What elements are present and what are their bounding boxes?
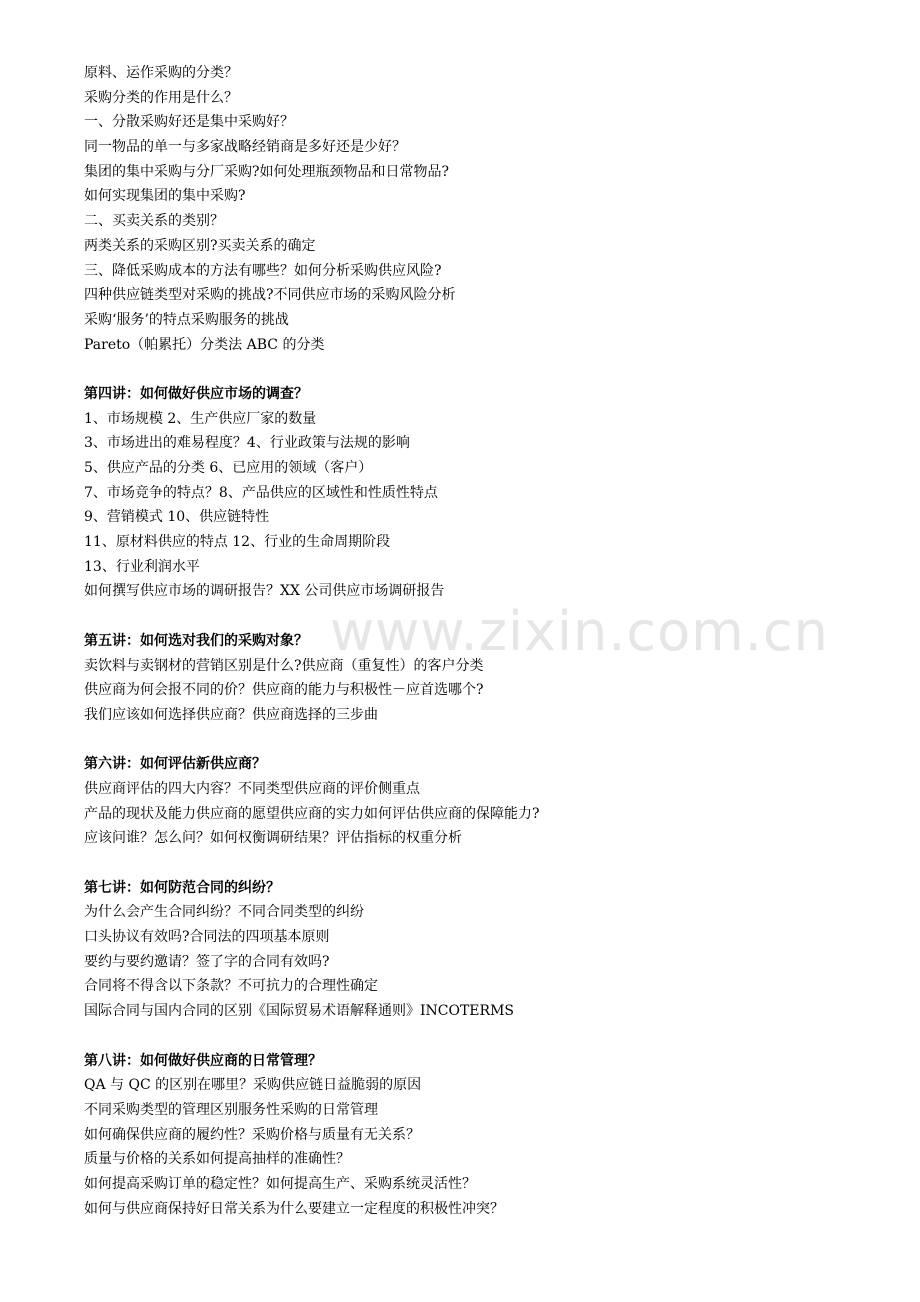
section-heading: 第五讲：如何选对我们的采购对象？ [84,632,308,649]
text-line: 9、营销模式 10、供应链特性 [84,509,270,526]
text-line: 卖饮料与卖钢材的营销区别是什么?供应商（重复性）的客户分类 [84,657,484,674]
text-line: 采购‘服务’的特点采购服务的挑战 [84,311,289,328]
text-line: 如何撰写供应市场的调研报告？XX 公司供应市场调研报告 [84,583,445,600]
text-line: 应该问谁？怎么问？如何权衡调研结果？评估指标的权重分析 [84,830,462,847]
text-line: 7、市场竞争的特点？8、产品供应的区域性和性质性特点 [84,484,438,501]
document-body [84,61,864,1221]
text-line: 11、原材料供应的特点 12、行业的生命周期阶段 [84,534,391,551]
section-heading: 第六讲：如何评估新供应商？ [84,756,266,773]
text-line: 质量与价格的关系如何提高抽样的准确性？ [84,1151,350,1168]
text-line: 3、市场进出的难易程度？4、行业政策与法规的影响 [84,435,410,452]
text-line: Pareto（帕累托）分类法 ABC 的分类 [84,336,325,353]
text-line: 1、市场规模 2、生产供应厂家的数量 [84,410,317,427]
text-line: 口头协议有效吗?合同法的四项基本原则 [84,929,330,946]
text-line: 四种供应链类型对采购的挑战?不同供应市场的采购风险分析 [84,287,456,304]
text-line: 不同采购类型的管理区别服务性采购的日常管理 [84,1101,378,1118]
text-line: 合同将不得含以下条款？不可抗力的合理性确定 [84,978,378,995]
section-lecture-5 [84,629,864,728]
text-line: 两类关系的采购区别?买卖关系的确定 [84,237,316,254]
text-line: 要约与要约邀请？签了字的合同有效吗? [84,953,330,970]
text-line: 国际合同与国内合同的区别《国际贸易术语解释通则》INCOTERMS [84,1003,514,1020]
text-line: 产品的现状及能力供应商的愿望供应商的实力如何评估供应商的保障能力? [84,805,540,822]
text-line: 为什么会产生合同纠纷？不同合同类型的纠纷 [84,904,364,921]
section-lecture-7 [84,876,864,1024]
text-line: 同一物品的单一与多家战略经销商是多好还是少好？ [84,139,406,156]
text-line: 二、买卖关系的类别？ [84,213,224,230]
section-lecture-6 [84,752,864,851]
text-line: 如何确保供应商的履约性？采购价格与质量有无关系？ [84,1126,420,1143]
text-line: 13、行业利润水平 [84,558,200,575]
text-line: 集团的集中采购与分厂采购?如何处理瓶颈物品和日常物品? [84,163,450,180]
text-line: 三、降低采购成本的方法有哪些？如何分析采购供应风险? [84,262,442,279]
text-line: 我们应该如何选择供应商？供应商选择的三步曲 [84,706,378,723]
section-heading: 第四讲：如何做好供应市场的调查？ [84,385,308,402]
section-heading: 第八讲：如何做好供应商的日常管理？ [84,1052,322,1069]
text-line: 如何与供应商保持好日常关系为什么要建立一定程度的积极性冲突？ [84,1200,504,1217]
text-line: 采购分类的作用是什么？ [84,89,238,106]
text-line: 如何实现集团的集中采购? [84,188,246,205]
text-line: 如何提高采购订单的稳定性？如何提高生产、采购系统灵活性？ [84,1175,476,1192]
text-line: QA 与 QC 的区别在哪里？采购供应链日益脆弱的原因 [84,1077,422,1094]
text-line: 一、分散采购好还是集中采购好？ [84,114,294,131]
section-lecture-8 [84,1049,864,1222]
watermark: www.zixin.com.cn [330,600,829,663]
section-heading: 第七讲：如何防范合同的纠纷？ [84,879,280,896]
text-line: 供应商为何会报不同的价？供应商的能力与积极性－应首选哪个? [84,682,484,699]
intro-block [84,61,864,357]
text-line: 原料、运作采购的分类？ [84,65,238,81]
text-line: 供应商评估的四大内容？不同类型供应商的评价侧重点 [84,780,420,797]
section-lecture-4 [84,382,864,604]
text-line: 5、供应产品的分类 6、已应用的领域（客户） [84,460,373,476]
